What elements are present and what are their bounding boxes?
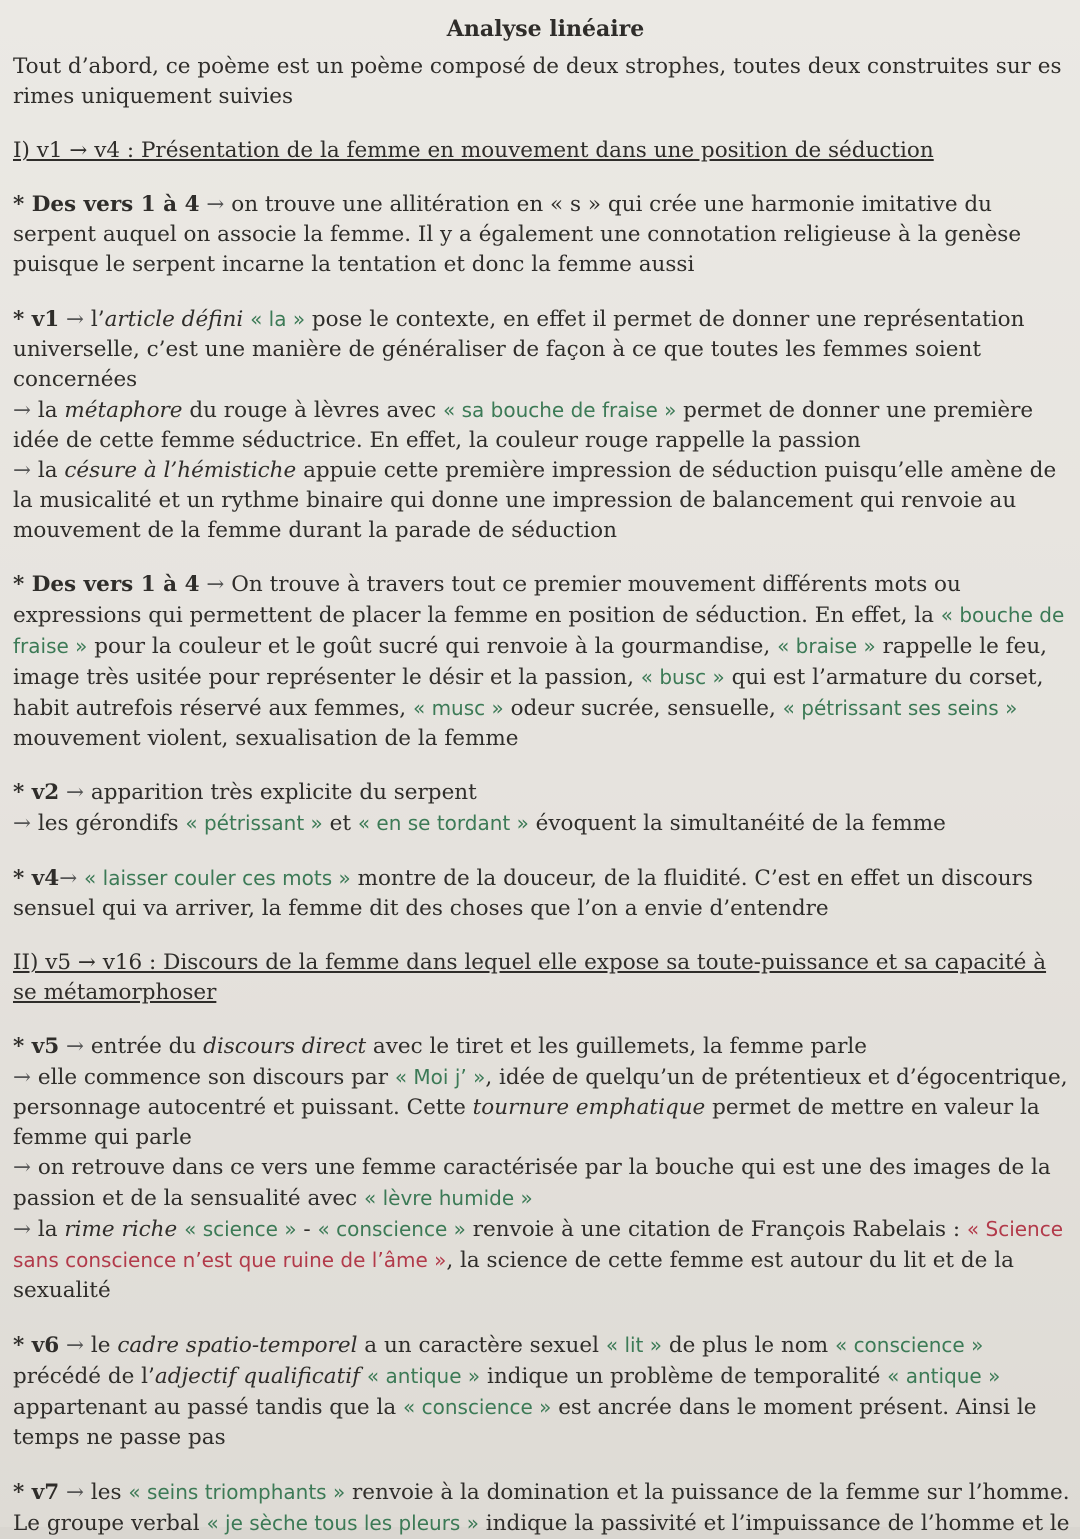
text-run: permet de mettre en valeur la femme qui parle — [13, 1095, 1040, 1150]
quote: « antique » — [887, 1364, 1001, 1388]
analysis-block-verses-1-4-second — [13, 570, 1070, 754]
text-run: est ancrée dans le moment présent. Ainsi le temps ne passe pas — [13, 1395, 1037, 1450]
analysis-block-v7 — [13, 1477, 1070, 1539]
arrow-icon: → — [66, 1480, 85, 1505]
text-run: a un caractère sexuel — [357, 1333, 606, 1358]
text-run: précédé de l’ — [13, 1364, 155, 1389]
text-run: appartenant au passé tandis que la — [13, 1395, 404, 1420]
quote: « Moi j’ » — [394, 1065, 486, 1089]
text-run: renvoie à une citation de François Rabelais : — [465, 1217, 967, 1242]
text-run: les — [84, 1480, 129, 1505]
text-run: qui est l’armature du corset, habit autrefois réservé aux femmes, — [13, 665, 1044, 721]
text-run: pour la couleur et le goût sucré qui renvoie à la gourmandise, — [87, 634, 778, 659]
quote: « conscience » — [317, 1217, 466, 1241]
block-label: * v4 — [13, 866, 60, 891]
arrow-icon: → — [66, 307, 85, 332]
text-run: , idée de quelqu’un de prétentieux et d’égocentrique, personnage autocentré et puissant. Cette — [13, 1065, 1068, 1120]
arrow-icon: → — [13, 1065, 32, 1090]
quote: « lèvre humide » — [364, 1186, 533, 1210]
text-run: renvoie à la domination et la puissance de la femme sur l’homme. Le groupe verbal — [13, 1480, 1070, 1536]
quote: « sa bouche de fraise » — [443, 398, 677, 422]
block-label: * Des vers 1 à 4 — [13, 572, 200, 597]
arrow-icon: → — [206, 192, 225, 217]
term-italic: discours direct — [203, 1034, 367, 1059]
arrow-icon: → — [13, 458, 32, 483]
arrow-icon: → — [66, 1034, 85, 1059]
term-italic: césure à l’hémistiche — [64, 458, 297, 483]
text-run: avec le tiret et les guillemets, la femme parle — [366, 1034, 867, 1059]
analysis-block-v2 — [13, 778, 1070, 839]
analysis-block-v1 — [13, 304, 1070, 546]
analysis-block-verses-1-4 — [13, 190, 1070, 280]
text-run: apparition très explicite du serpent — [84, 780, 477, 805]
text-run: on retrouve dans ce vers une femme caractérisée par la bouche qui est une des images de la passion et de la sensualité avec — [13, 1155, 1051, 1211]
term-italic: métaphore — [64, 398, 183, 423]
arrow-icon: → — [13, 1217, 32, 1242]
text-run: la — [31, 458, 65, 483]
arrow-icon: → — [13, 398, 32, 423]
text-run: odeur sucrée, sensuelle, — [503, 696, 783, 721]
page-title: Analyse linéaire — [446, 16, 645, 42]
term-italic: tournure emphatique — [472, 1095, 706, 1120]
text-run: de plus le nom — [662, 1333, 835, 1358]
section-heading-1: I) v1 → v4 : Présentation de la femme en mouvement dans une position de séduction — [13, 138, 934, 163]
text-run: l’ — [84, 307, 105, 332]
arrow-icon: → — [66, 780, 85, 805]
block-label: * v1 — [13, 307, 60, 332]
quote: « antique » — [366, 1364, 481, 1388]
text-run: rappelle le feu, image très usitée pour représenter le désir et la passion, — [13, 634, 1048, 690]
text-run: appuie cette première impression de séduction puisqu’elle amène de la musicalité et un rythme binaire qui donne une impression de balancement qui renvoie au mouvement de la femme durant la parade de séduction — [13, 458, 1057, 543]
term-italic: rime riche — [64, 1217, 178, 1242]
text-run: et — [322, 811, 358, 836]
text-run: pose le contexte, en effet il permet de donner une représentation universelle, c’est une manière de généraliser de façon à ce que toutes les femmes soient concernées — [13, 307, 1025, 392]
quote: « science » — [184, 1217, 297, 1241]
quote: « musc » — [412, 696, 504, 720]
arrow-icon: → — [59, 866, 78, 891]
quote: « la » — [250, 307, 306, 331]
analysis-block-v5 — [13, 1032, 1070, 1306]
quote: « pétrissant ses seins » — [782, 696, 1018, 720]
quote: « je sèche tous les pleurs » — [206, 1511, 479, 1535]
quote-citation: « Science sans conscience n’est que ruine de l’âme » — [13, 1217, 1064, 1272]
text-run: elle commence son discours par — [31, 1065, 395, 1090]
text-run: On trouve à travers tout ce premier mouvement différents mots ou expressions qui permettent de placer la femme en position de séduction. En effet, la — [13, 572, 961, 628]
term-italic: adjectif qualificatif — [154, 1364, 361, 1389]
text-run: indique la passivité et l’impuissance de l’homme et le — [478, 1511, 1070, 1536]
quote: « seins triomphants » — [128, 1480, 346, 1504]
text-run: les gérondifs — [31, 811, 186, 836]
quote: « bouche de fraise » — [13, 603, 1065, 658]
block-text: on trouve une allitération en « s » qui crée une harmonie imitative du serpent auquel on associe la femme. Il y a également une connotation religieuse à la genèse puisque le serpent incarne la tentation et donc la femme aussi — [13, 192, 1022, 277]
term-italic: article défini — [104, 307, 244, 332]
quote: « en se tordant » — [357, 811, 529, 835]
quote: « lit » — [605, 1333, 662, 1357]
arrow-icon: → — [206, 572, 225, 597]
text-run: la — [31, 398, 65, 423]
text-run: indique un problème de temporalité — [480, 1364, 888, 1389]
text-run: mouvement violent, sexualisation de la femme — [13, 726, 519, 751]
block-label: * Des vers 1 à 4 — [13, 192, 200, 217]
analysis-block-v4 — [13, 863, 1070, 924]
text-run: du rouge à lèvres avec — [182, 398, 444, 423]
text-run: la — [31, 1217, 65, 1242]
quote: « laisser couler ces mots » — [84, 866, 351, 890]
text-run: montre de la douceur, de la fluidité. C’est en effet un discours sensuel qui va arriver, la femme dit des choses que l’on a envie d’entendre — [13, 866, 1033, 921]
arrow-icon: → — [66, 1333, 85, 1358]
arrow-icon: → — [13, 811, 32, 836]
quote: « braise » — [777, 634, 876, 658]
block-label: * v5 — [13, 1034, 60, 1059]
quote: « conscience » — [403, 1395, 552, 1419]
text-run: entrée du — [84, 1034, 204, 1059]
quote: « conscience » — [834, 1333, 984, 1357]
text-run: le — [84, 1333, 118, 1358]
quote: « pétrissant » — [185, 811, 323, 835]
block-label: * v2 — [13, 780, 60, 805]
block-label: * v6 — [13, 1333, 60, 1358]
text-run: évoquent la simultanéité de la femme — [528, 811, 946, 836]
intro-paragraph: Tout d’abord, ce poème est un poème composé de deux strophes, toutes deux construites sur es rimes uniquement suivies — [13, 54, 1062, 109]
quote: « busc » — [640, 665, 725, 689]
arrow-icon: → — [13, 1155, 32, 1180]
text-run: permet de donner une première idée de cette femme séductrice. En effet, la couleur rouge rappelle la passion — [13, 398, 1034, 453]
text-run: , la science de cette femme est autour du lit et de la sexualité — [13, 1248, 1014, 1303]
block-label: * v7 — [13, 1480, 60, 1505]
text-run: - — [296, 1217, 318, 1242]
analysis-block-v6 — [13, 1330, 1070, 1453]
section-heading-2: II) v5 → v16 : Discours de la femme dans lequel elle expose sa toute-puissance et sa capacité à se métamorphoser — [13, 950, 1047, 1005]
term-italic: cadre spatio-temporel — [117, 1333, 358, 1358]
